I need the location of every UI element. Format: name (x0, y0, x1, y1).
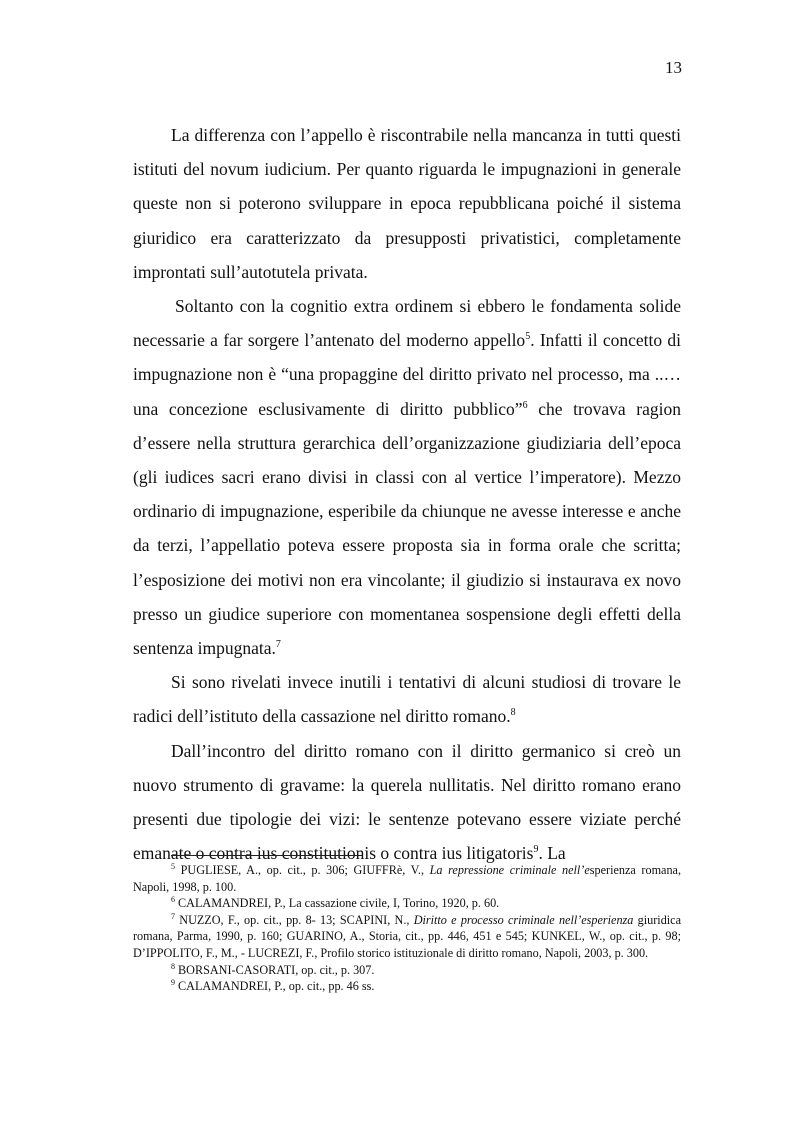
footnote-5 (133, 862, 681, 895)
footnote-9 (133, 978, 681, 995)
footnote-ref-6[interactable]: 6 (522, 399, 528, 411)
footnote-number: 7 (171, 911, 175, 921)
footnote-8 (133, 962, 681, 979)
main-text (133, 118, 681, 870)
footnote-separator (171, 855, 362, 856)
footnote-title-italic: La repressione criminale nell’e (429, 863, 590, 877)
footnote-ref-7[interactable]: 7 (275, 639, 281, 651)
paragraph-2-text-c: che trovava ragion d’essere nella struttura gerarchica dell’organizzazione giudiziaria dell’epoca (gli iudices sacri erano divisi in classi con al vertice l’imperatore). Mezzo ordinario di impugnazione, esperibile da chiunque ne avesse interesse e anche da terzi, l’appellatio poteva essere proposta sia in forma orale che scritta; l’esposizione dei motivi non era vincolante; il giudizio si instaurava ex novo presso un giudice superiore con momentanea sospensione degli effetti della sentenza impugnata. (133, 398, 681, 659)
footnote-text: CALAMANDREI, P., La cassazione civile, I, Torino, 1920, p. 60. (175, 896, 500, 911)
footnotes (133, 862, 681, 995)
footnote-text: sperienza romana, Napoli, 1998, p. 100. (133, 863, 682, 894)
paragraph-2-text-b: . Infatti il concetto di impugnazione non è “una propaggine del diritto privato nel processo, ma ..… una concezione esclusivamente di diritto pubblico” (133, 330, 681, 419)
footnote-text: giuridica romana, Parma, 1990, p. 160; GUARINO, A., Storia, cit., pp. 446, 451 e 545; KUNKEL, W., op. cit., p. 98; D’IPPOLITO, F., M., - LUCREZI, F., Profilo storico istituzionale di diritto romano, Napoli, 2003, p. 300. (133, 912, 681, 960)
footnote-ref-5[interactable]: 5 (525, 331, 531, 343)
paragraph-3 (133, 665, 681, 733)
footnote-number: 8 (171, 961, 175, 971)
footnote-number: 5 (171, 862, 175, 871)
footnote-7 (133, 912, 681, 962)
paragraph-4-text-a: Dall’incontro del diritto romano con il diritto germanico si creò un nuovo strumento di gravame: la querela nullitatis. Nel diritto romano erano presenti due tipologie dei vizi: le sentenze potevano essere viziate perché emanate o contra ius constitutionis o contra ius litigatoris (133, 740, 681, 864)
footnote-number: 9 (171, 978, 175, 988)
footnote-ref-8[interactable]: 8 (510, 707, 516, 719)
footnote-text: CALAMANDREI, P., op. cit., pp. 46 ss. (175, 979, 375, 994)
footnote-ref-9[interactable]: 9 (533, 844, 539, 856)
paragraph-3-text: Si sono rivelati invece inutili i tentativi di alcuni studiosi di trovare le radici dell’istituto della cassazione nel diritto romano. (133, 672, 681, 727)
footnote-6 (133, 895, 681, 912)
footnote-number: 6 (171, 895, 175, 905)
footnote-text: BORSANI-CASORATI, op. cit., p. 307. (175, 962, 375, 977)
page-number: 13 (665, 58, 682, 77)
paragraph-2 (133, 289, 681, 665)
paragraph-1: La differenza con l’appello è riscontrabile nella mancanza in tutti questi istituti del novum iudicium. Per quanto riguarda le impugnazioni in generale queste non si poterono sviluppare in epoca repubblicana poiché il sistema giuridico era caratterizzato da presupposti privatistici, completamente improntati sull’autotutela privata. (133, 125, 681, 282)
paragraph-4 (133, 734, 681, 871)
footnote-text: PUGLIESE, A., op. cit., p. 306; GIUFFRè, V., (175, 863, 430, 877)
paragraph-4-text-b: . La (538, 843, 566, 864)
paragraph-2-text-a: Soltanto con la cognitio extra ordinem si ebbero le fondamenta solide necessarie a far sorgere l’antenato del moderno appello (133, 296, 681, 351)
footnote-title-italic: Diritto e processo criminale nell’esperienza (413, 912, 634, 927)
footnote-text: NUZZO, F., op. cit., pp. 8- 13; SCAPINI, N., (175, 912, 414, 927)
